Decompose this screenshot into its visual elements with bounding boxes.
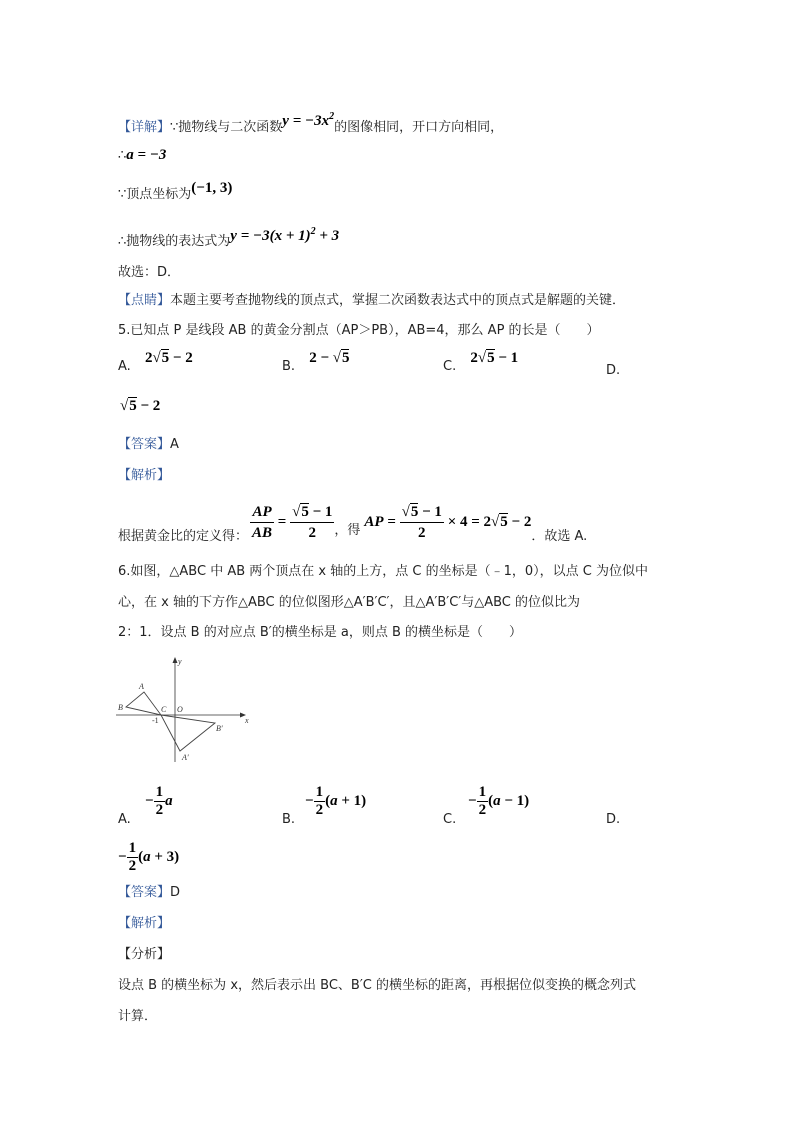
answer-value: D xyxy=(170,885,181,900)
therefore-symbol: ∴ xyxy=(118,148,127,163)
q5-option-c xyxy=(443,350,519,375)
option-label: C. xyxy=(443,812,457,827)
option-label: A. xyxy=(118,812,131,827)
q6-option-c-value: − $\frac{1}{2}$ (a − 1) xyxy=(468,784,530,818)
answer-tag: 【答案】 xyxy=(118,437,171,452)
option-label: D. xyxy=(606,812,621,827)
q4-line1-post: 的图像相同，开口方向相同， xyxy=(334,120,504,135)
comment-text: 本题主要考查抛物线的顶点式，掌握二次函数表达式中的顶点式是解题的关键． xyxy=(170,293,626,308)
label-y: y xyxy=(178,657,182,666)
q5-analysis-tag: 【解析】 xyxy=(118,468,171,483)
q4-line3-pre: ∵顶点坐标为 xyxy=(118,187,192,202)
q4-line4 xyxy=(118,228,339,251)
q4-line1-pre: ∵抛物线与二次函数 xyxy=(170,120,283,135)
label-b-prime: B′ xyxy=(216,724,223,733)
label-a: A xyxy=(139,682,144,691)
solution-pre: 根据黄金比的定义得： xyxy=(118,529,249,544)
q6-option-b-label xyxy=(282,812,295,827)
q6-stem-line3: 2：1．设点 B 的对应点 B′的横坐标是 a，则点 B 的横坐标是（ ） xyxy=(118,625,523,640)
q6-fenxi-line2: 计算． xyxy=(118,1009,158,1024)
q6-option-d-value: − $\frac{1}{2}$ (a + 3) xyxy=(118,840,180,874)
answer-value: A xyxy=(170,437,179,452)
label-minus1: -1 xyxy=(152,716,159,725)
ap-over-ab: $\frac{AP}{AB}$ xyxy=(252,504,273,541)
q4-line1 xyxy=(118,111,504,137)
q5-option-b xyxy=(282,350,350,375)
label-a-prime: A′ xyxy=(182,753,189,762)
q6-fenxi-line1: 设点 B 的横坐标为 x，然后表示出 BC、B′C 的横坐标的距离，再根据位似变换的概念列式 xyxy=(118,978,636,993)
q4-line3 xyxy=(118,180,233,204)
label-x: x xyxy=(245,716,249,725)
label-c: C xyxy=(161,705,167,714)
q6-option-a-label xyxy=(118,812,131,827)
q6-option-c-label xyxy=(443,812,456,827)
q6-option-b-value: − $\frac{1}{2}$ (a + 1) xyxy=(305,784,367,818)
q5-option-a xyxy=(118,350,193,375)
q4-line4-pre: ∴抛物线的表达式为 xyxy=(118,234,231,249)
triangle-apbpcp xyxy=(161,715,215,751)
golden-ratio-fraction: $\frac{√5 - 1}{2}$ xyxy=(292,504,333,541)
formula-y-eq-minus3x2: $y = -3x^2$ xyxy=(282,111,335,129)
q5-stem: 5.已知点 P 是线段 AB 的黄金分割点（AP＞PB），AB=4，那么 AP 的长是（ ） xyxy=(118,323,600,338)
label-b: B xyxy=(118,703,123,712)
comment-tag: 【点睛】 xyxy=(118,293,171,308)
ap-fraction: $\frac{√5 - 1}{2}$ xyxy=(401,504,442,541)
a-value: a = −3 xyxy=(126,147,167,163)
detail-tag: 【详解】 xyxy=(118,120,171,135)
q6-fenxi-tag: 【分析】 xyxy=(118,947,171,962)
option-label: A. xyxy=(118,359,131,374)
option-label: B. xyxy=(282,359,296,374)
q6-analysis-tag: 【解析】 xyxy=(118,916,171,931)
vertex-coord: (−1, 3) xyxy=(191,180,233,196)
q6-option-a-value: − $\frac{1}{2}$ a xyxy=(145,784,173,818)
q4-choice: 故选：D． xyxy=(118,265,181,280)
label-o: O xyxy=(177,705,183,714)
option-b-value: 2 − √5 xyxy=(309,350,350,366)
q6-stem-line2: 心，在 x 轴的下方作△ABC 的位似图形△A′B′C′，且△A′B′C′与△ABC 的位似比为 xyxy=(118,595,581,610)
q6-figure xyxy=(116,652,252,764)
q6-stem-line1: 6.如图，△ABC 中 AB 两个顶点在 x 轴的上方，点 C 的坐标是（﹣1，0），以点 C 为位似中 xyxy=(118,564,648,579)
q5-option-d xyxy=(606,363,620,378)
option-label: C. xyxy=(443,359,457,374)
option-label: D. xyxy=(606,363,621,378)
option-a-value: 2√5 − 2 xyxy=(144,350,193,366)
q6-option-d-label xyxy=(606,812,620,827)
option-c-value: 2√5 − 1 xyxy=(470,350,519,366)
q5-option-d-value xyxy=(120,398,160,415)
q5-answer xyxy=(118,436,179,454)
answer-tag: 【答案】 xyxy=(118,885,171,900)
option-label: B. xyxy=(282,812,296,827)
q4-line2 xyxy=(118,146,166,165)
solution-mid: ，得 xyxy=(334,523,361,538)
option-d-formula: √5 − 2 xyxy=(120,398,161,414)
q5-solution: 根据黄金比的定义得： $\frac{AP}{AB}$ = $\frac{√5 - 1}{2}$ ，得AP = $\frac{√5 - 1}{2}$ × 4 = 2√5 − 2．故选 A. xyxy=(118,504,588,544)
triangle-abc xyxy=(126,692,161,715)
q6-answer xyxy=(118,884,180,902)
y-axis-arrow-icon xyxy=(173,657,178,663)
q4-comment xyxy=(118,292,625,310)
ap-equals: AP xyxy=(364,514,384,530)
parabola-expression: $y = -3(x + 1)^2 + 3$ xyxy=(230,226,340,244)
solution-post: ．故选 A. xyxy=(531,529,588,544)
